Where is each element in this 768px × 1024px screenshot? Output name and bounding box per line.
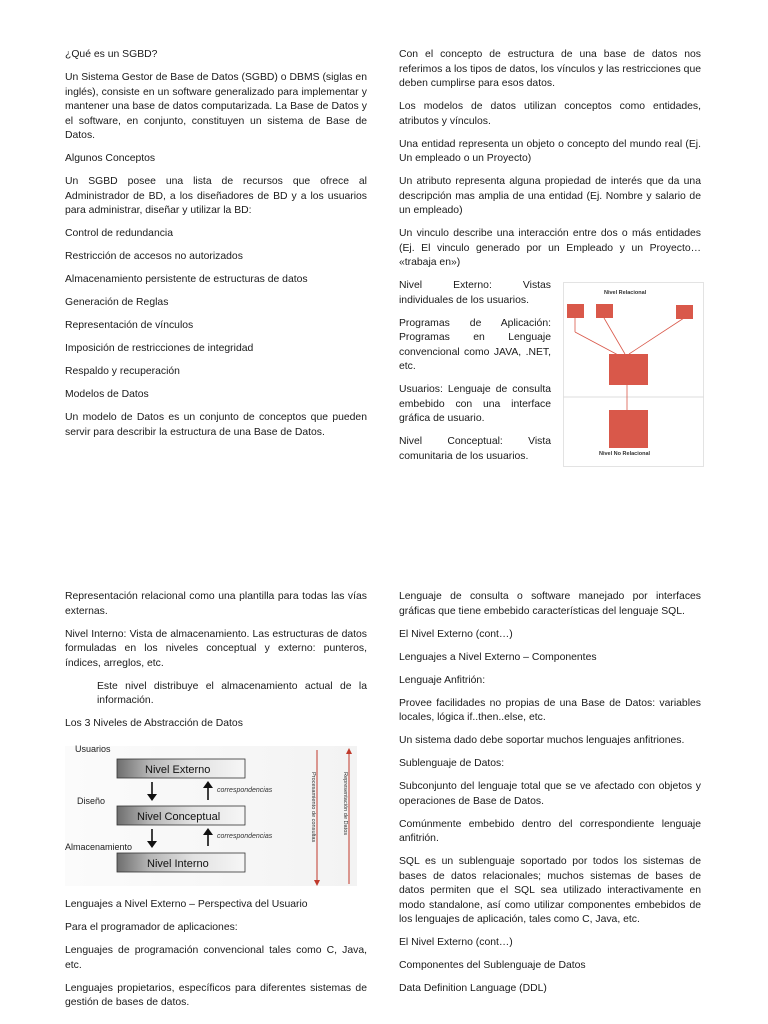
page2-left-column (65, 590, 367, 740)
paragraph: Los modelos de datos utilizan conceptos como entidades, atributos y vínculos. (399, 101, 701, 127)
list-item: Imposición de restricciones de integridad (65, 343, 254, 354)
paragraph: Un modelo de Datos es un conjunto de conceptos que pueden servir para describir la estructura de una Base de Datos. (65, 412, 367, 438)
list-item: Almacenamiento persistente de estructuras de datos (65, 274, 308, 285)
label-diseno: Diseño (77, 796, 106, 806)
label-nivel-externo: Nivel Externo (145, 764, 211, 776)
heading: El Nivel Externo (cont…) (399, 937, 513, 948)
label-usuarios: Usuarios (75, 744, 111, 754)
label-correspondencias-1: correspondencias (217, 787, 273, 794)
label-almacenamiento: Almacenamiento (65, 842, 133, 852)
heading: Sublenguaje de Datos: (399, 758, 505, 769)
paragraph: Lenguajes propietarios, específicos para diferentes sistemas de gestión de bases de datos. (65, 982, 367, 1008)
paragraph: Nivel Interno: Vista de almacenamiento. Las estructuras de datos formuladas en los niveles conceptual y externo: punteros, índices, arreglos, etc. (65, 628, 367, 669)
label-nivel-conceptual: Nivel Conceptual (137, 811, 221, 823)
paragraph-usuarios: Usuarios: Lenguaje de consulta embebido con una interface gráfica de usuario. (399, 384, 551, 424)
label-nivel-no-relacional: Nivel No Relacional (599, 451, 651, 457)
label-procesamiento-consultas: Procesamiento de consultas (310, 772, 316, 843)
paragraph: Lenguajes de programación convencional tales como C, Java, etc. (65, 945, 367, 971)
paragraph-nivel-externo: Nivel Externo: Vistas individuales de los usuarios. (399, 280, 551, 306)
heading: Lenguajes a Nivel Externo – Componentes (399, 651, 597, 663)
label-representacion-datos: Representación de Datos (342, 772, 348, 836)
entity-box (567, 304, 584, 318)
entity-box (676, 305, 693, 319)
paragraph-programas: Programas de Aplicación: Programas en Lenguaje convencional como JAVA, .NET, etc. (399, 317, 551, 372)
heading: El Nivel Externo (cont…) (399, 628, 513, 640)
paragraph: Un vinculo describe una interacción entre dos o más entidades (Ej. El vinculo generado por un Empleado y un Proyecto… «trabaja en») (399, 228, 701, 268)
label-nivel-interno: Nivel Interno (147, 858, 209, 870)
relational-levels-figure (563, 282, 704, 467)
heading-modelos-de-datos: Modelos de Datos (65, 389, 149, 400)
heading: Data Definition Language (DDL) (399, 983, 547, 994)
heading-algunos-conceptos: Algunos Conceptos (65, 153, 156, 164)
entity-box-large (609, 354, 648, 385)
label-nivel-relacional: Nivel Relacional (604, 290, 647, 296)
paragraph: Representación relacional como una plantilla para todas las vías externas. (65, 591, 367, 617)
paragraph: Un sistema dado debe soportar muchos lenguajes anfitriones. (399, 735, 685, 746)
page2-left-column-lower (65, 898, 367, 1019)
list-item: Representación de vínculos (65, 320, 194, 331)
paragraph: Lenguaje de consulta o software manejado por interfaces gráficas que tiene embebido características del lenguaje SQL. (399, 591, 701, 617)
indented-paragraph: Este nivel distribuye el almacenamiento actual de la información. (97, 680, 367, 706)
list-item: Respaldo y recuperación (65, 366, 180, 377)
paragraph: SQL es un sublenguaje soportado por todos los sistemas de bases de datos relacionales; muchos sistemas de bases de datos permiten que el SQL sea utilizado interactivamente en modo standalone, así como utilizar componentes embebidos de los lenguajes de aplicación, tales como C, Java, etc. (399, 856, 701, 925)
paragraph: Provee facilidades no propias de una Base de Datos: variables locales, lógica if..then..else, etc. (399, 697, 701, 723)
heading-que-es-sgbd: ¿Qué es un SGBD? (65, 49, 158, 60)
entity-box (596, 304, 613, 318)
paragraph: Con el concepto de estructura de una base de datos nos referimos a los tipos de datos, los vínculos y las restricciones que deben cumplirse para esos datos. (399, 49, 701, 89)
heading: Lenguaje Anfitrión: (399, 674, 486, 686)
list-item: Control de redundancia (65, 228, 174, 239)
entity-box-large (609, 410, 648, 448)
paragraph: Un atributo representa alguna propiedad de interés que da una descripción mas amplia de una entidad (Ej. Nombre y salario de un empleado) (399, 176, 701, 216)
page1-left-column (65, 48, 367, 449)
paragraph-nivel-conceptual: Nivel Conceptual: Vista comunitaria de los usuarios. (399, 436, 551, 462)
list-item: Restricción de accesos no autorizados (65, 251, 243, 262)
paragraph: Comúnmente embebido dentro del correspondiente lenguaje anfitrión. (399, 818, 701, 844)
heading: Componentes del Sublenguaje de Datos (399, 960, 586, 971)
heading-lenguajes-nivel-externo: Lenguajes a Nivel Externo – Perspectiva del Usuario (65, 899, 308, 910)
page2-right-column (399, 590, 701, 1005)
list-item: Generación de Reglas (65, 297, 169, 308)
label-correspondencias-2: correspondencias (217, 833, 273, 840)
paragraph: Un SGBD posee una lista de recursos que ofrece al Administrador de BD, a los diseñadores de BD y a los usuarios para administrar, diseñar y utilizar la BD: (65, 176, 367, 216)
abstraction-levels-figure (65, 742, 367, 890)
paragraph: Subconjunto del lenguaje total que se ve afectado con objetos y operaciones de Base de Datos. (399, 781, 701, 807)
paragraph: Para el programador de aplicaciones: (65, 922, 238, 933)
paragraph: Un Sistema Gestor de Base de Datos (SGBD) o DBMS (siglas en inglés), consiste en un software generalizado para implementar y mantener una base de datos computarizada. La Base de Datos y el software, en conjunto, constituyen un sistema de Base de Datos. (65, 72, 367, 141)
paragraph: Una entidad representa un objeto o concepto del mundo real (Ej. Un empleado o un Proyecto) (399, 138, 701, 164)
heading-3-niveles: Los 3 Niveles de Abstracción de Datos (65, 718, 243, 729)
